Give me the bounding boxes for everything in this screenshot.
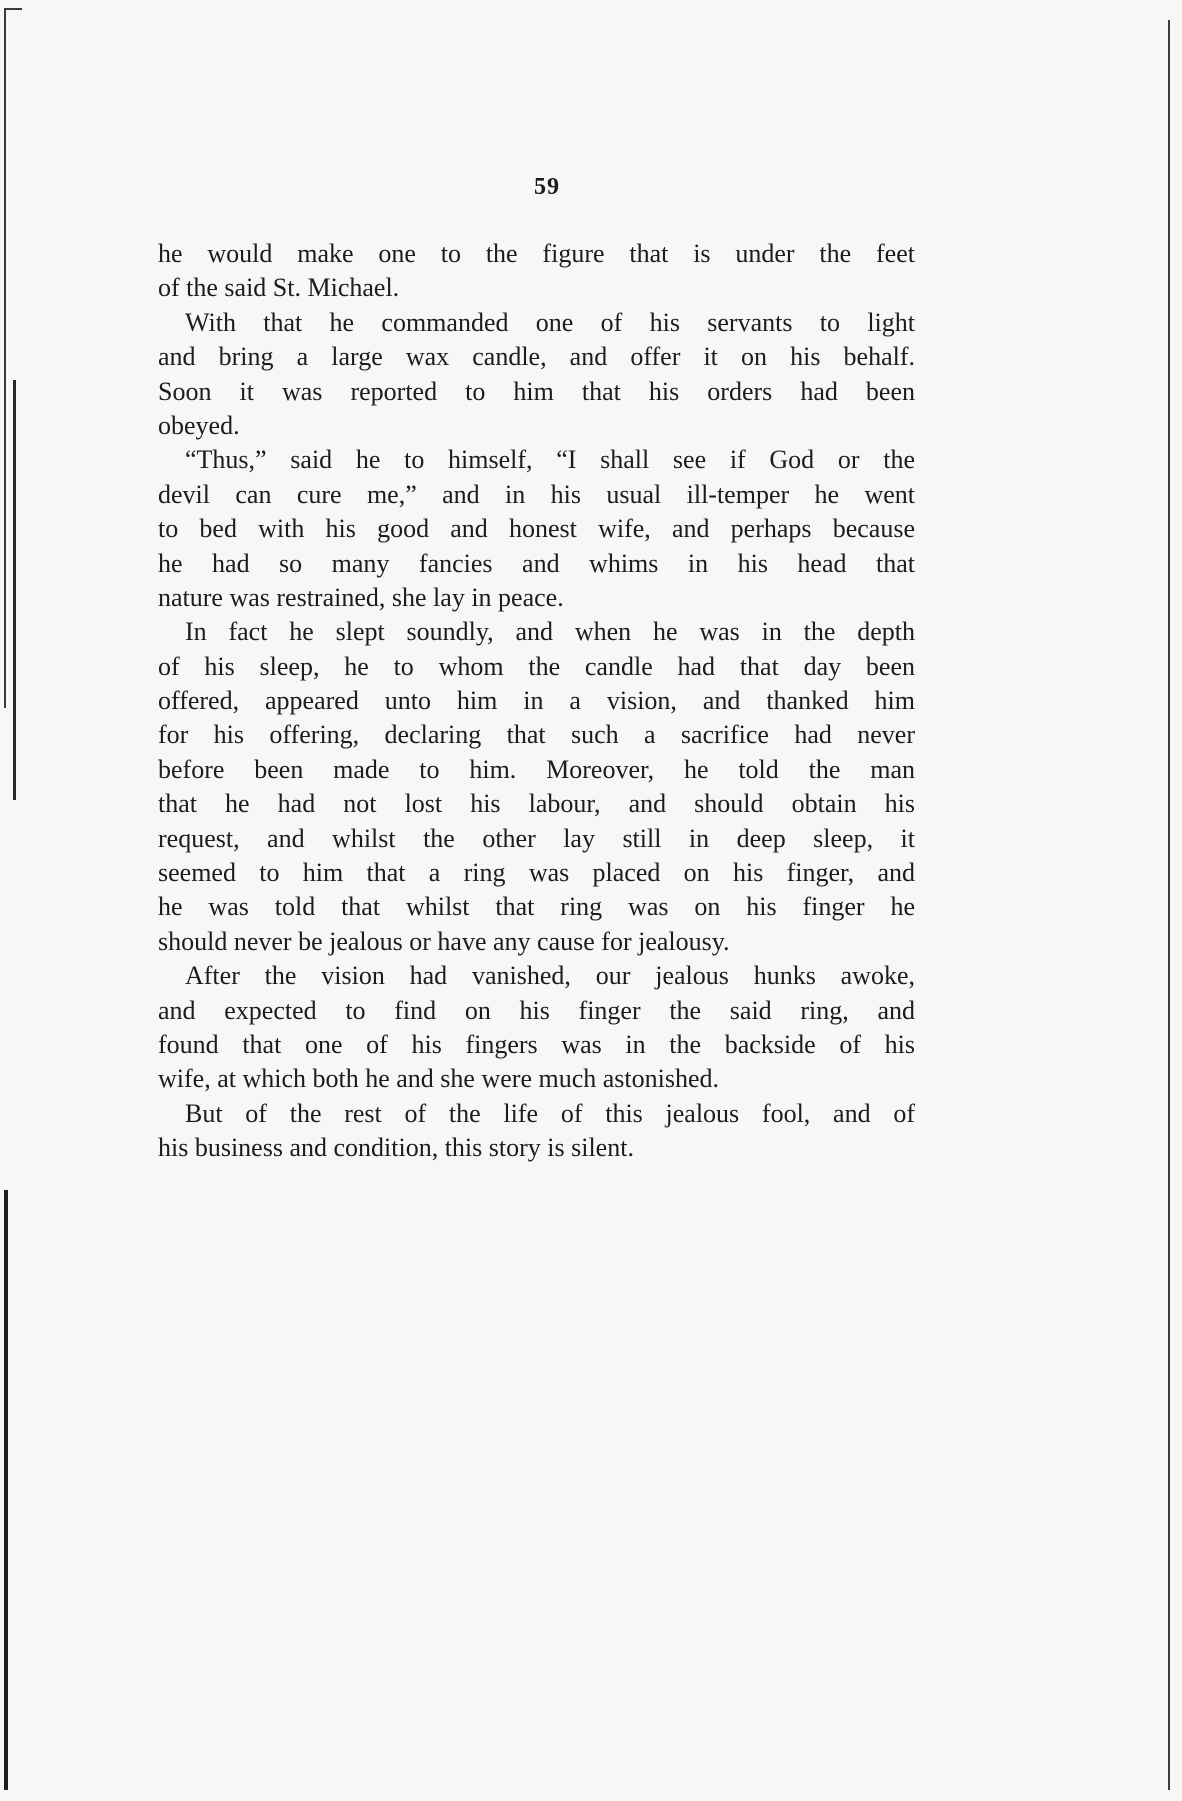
text-line: and expected to find on his finger the said ring, and	[158, 995, 915, 1025]
text-line: that he had not lost his labour, and should obtain his	[158, 789, 915, 819]
text-line: “Thus,” said he to himself, “I shall see if God or the	[185, 445, 915, 475]
paragraph	[158, 443, 915, 615]
body-text	[158, 237, 915, 1166]
text-line: his business and condition, this story is silent.	[158, 1133, 634, 1163]
text-line: obeyed.	[158, 410, 240, 440]
text-line: of the said St. Michael.	[158, 273, 400, 303]
text-line: he would make one to the figure that is under the feet	[158, 239, 915, 268]
text-line: nature was restrained, she lay in peace.	[158, 582, 564, 612]
scan-edge-left-bottom	[4, 1190, 8, 1790]
text-line: wife, at which both he and she were much astonished.	[158, 1064, 720, 1094]
scan-edge-corner	[4, 8, 22, 10]
paragraph	[158, 959, 915, 1097]
text-line: he was told that whilst that ring was on his finger he	[158, 892, 915, 922]
text-line: With that he commanded one of his servants to light	[185, 307, 915, 337]
paragraph	[158, 237, 915, 306]
text-line: of his sleep, he to whom the candle had that day been	[158, 651, 915, 681]
text-line: devil can cure me,” and in his usual ill-temper he went	[158, 479, 915, 509]
scan-edge-left-top	[4, 8, 6, 708]
text-line: seemed to him that a ring was placed on his finger, and	[158, 858, 915, 888]
paragraph	[158, 615, 915, 959]
text-line: before been made to him. Moreover, he told the man	[158, 754, 915, 784]
text-line: But of the rest of the life of this jealous fool, and of	[185, 1098, 915, 1128]
scan-edge-left-middle	[13, 380, 16, 800]
text-line: Soon it was reported to him that his orders had been	[158, 376, 915, 406]
page-number: 59	[534, 174, 560, 200]
paragraph	[158, 1097, 915, 1166]
text-line: for his offering, declaring that such a sacrifice had never	[158, 720, 915, 750]
scan-edge-right	[1168, 20, 1170, 1790]
text-line: In fact he slept soundly, and when he was in the depth	[185, 617, 915, 647]
text-line: should never be jealous or have any cause for jealousy.	[158, 926, 730, 956]
paragraph	[158, 306, 915, 444]
text-line: to bed with his good and honest wife, and perhaps because	[158, 514, 915, 544]
text-line: found that one of his fingers was in the backside of his	[158, 1029, 915, 1059]
text-line: offered, appeared unto him in a vision, and thanked him	[158, 686, 915, 716]
text-line: and bring a large wax candle, and offer it on his behalf.	[158, 342, 915, 372]
text-line: request, and whilst the other lay still in deep sleep, it	[158, 823, 915, 853]
text-line: he had so many fancies and whims in his head that	[158, 548, 915, 578]
text-line: After the vision had vanished, our jealous hunks awoke,	[185, 961, 915, 991]
